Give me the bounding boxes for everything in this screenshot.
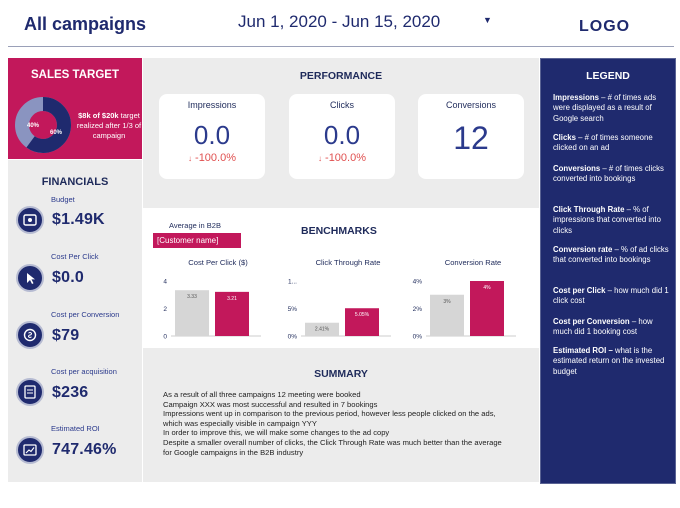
down-arrow-icon: ↓: [187, 154, 192, 163]
legend-definition: – # of times clicks converted into bookings: [553, 164, 664, 184]
header-divider: [8, 46, 674, 47]
summary-title: SUMMARY: [314, 368, 368, 380]
financial-label-cost-per-click: Cost Per Click: [51, 252, 99, 261]
bar-value-label: 3.33: [187, 294, 197, 301]
legend-average-label: Average in B2B: [169, 221, 221, 230]
y-tick-label: 0: [163, 333, 167, 341]
donut-achieved-label: 60%: [50, 130, 63, 136]
summary-line: which was especially visible in campaign YYY: [163, 418, 317, 428]
cost-per-conversion-icon: [16, 321, 44, 349]
legend-item-impressions: [553, 93, 671, 124]
estimated-roi-icon: [16, 436, 44, 464]
cost-per-click-icon: [16, 264, 44, 292]
y-tick-label: 0%: [412, 333, 422, 341]
legend-customer-label: [Customer name]: [153, 233, 241, 248]
sales-target-donut: [12, 94, 74, 156]
legend-term: Conversion rate: [553, 245, 613, 254]
sales-target-title: SALES TARGET: [31, 69, 119, 81]
summary-line: As a result of all three campaigns 12 meeting were booked: [163, 390, 361, 399]
legend-term: Cost per Conversion: [553, 317, 630, 326]
summary-line: Campaign XXX was most successful and resulted in 7 bookings: [163, 399, 378, 409]
legend-definition: – % of ad clicks that converted into bookings: [553, 245, 669, 265]
logo: LOGO: [579, 18, 631, 35]
summary-panel: [143, 348, 539, 482]
financial-value-cost-per-acquisition: $236: [52, 384, 89, 401]
kpi-change: [159, 152, 265, 164]
legend-definition: – # of times someone clicked on an ad: [553, 133, 653, 153]
chart-title: Click Through Rate: [315, 258, 381, 267]
bar-value-label: 4%: [483, 285, 491, 291]
financial-label-budget: Budget: [51, 195, 75, 204]
legend-panel: [540, 58, 676, 484]
financial-value-budget: $1.49K: [52, 211, 105, 228]
financial-label-cost-per-acquisition: Cost per acquisition: [51, 367, 117, 376]
performance-panel: [143, 58, 539, 208]
financial-value-estimated-roi: 747.46%: [52, 441, 117, 458]
page-title: All campaigns: [24, 14, 147, 34]
sales-target-panel: [8, 58, 142, 159]
performance-title: PERFORMANCE: [299, 70, 383, 82]
legend-item-clicks: [553, 133, 671, 154]
benchmarks-panel: [143, 209, 539, 347]
kpi-value: 0.0: [193, 120, 231, 150]
bar-value-label: 2.41%: [314, 326, 330, 333]
kpi-value: 0.0: [323, 120, 361, 150]
benchmarks-title: BENCHMARKS: [301, 225, 377, 237]
legend-term: Conversions: [553, 164, 601, 173]
y-tick-label: 5%: [287, 306, 297, 313]
y-tick-label: 2: [163, 306, 167, 313]
kpi-label: Conversions: [445, 100, 497, 110]
kpi-change-value: -100.0%: [325, 152, 367, 164]
kpi-value: 12: [453, 120, 489, 156]
legend-definition: – # of times ads were displayed as a result of Google search: [553, 93, 657, 123]
kpi-change: [289, 152, 395, 164]
down-arrow-icon: ↓: [317, 154, 322, 163]
sales-target-note-text: target realized after 1/3 of campaign: [76, 111, 142, 140]
y-tick-label: 4: [163, 278, 167, 286]
legend-term: Estimated ROI –: [553, 346, 613, 355]
legend-term: Cost per Click: [553, 286, 606, 295]
y-tick-label: 0%: [287, 333, 297, 341]
legend-term: Click Through Rate: [553, 205, 625, 214]
legend-title: LEGEND: [586, 70, 630, 82]
cost-per-click-chart: [153, 257, 273, 343]
legend-definition: what is the estimated return on the invested budget: [553, 346, 665, 376]
legend-item-cost-per-conversion: [553, 317, 671, 338]
kpi-card-conversions: [418, 94, 524, 179]
sales-target-note-amount: $8k of $20k: [78, 111, 119, 120]
budget-icon: [16, 206, 44, 234]
donut-remaining-label: 40%: [27, 123, 40, 129]
legend-term: Clicks: [553, 133, 576, 142]
legend-item-conversion-rate: [553, 245, 671, 266]
financials-title: FINANCIALS: [41, 176, 109, 188]
click-through-rate-chart: [283, 257, 403, 343]
legend-term: Impressions: [553, 93, 599, 102]
summary-text: [163, 390, 533, 457]
y-tick-label: 4%: [412, 278, 422, 286]
bar-value-label: 5.05%: [354, 312, 370, 319]
summary-line: Impressions went up in comparison to the previous period, however less people clicked on the ads,: [163, 409, 496, 419]
legend-item-estimated-roi: [553, 346, 671, 377]
bar-value-label: 3.21: [227, 295, 237, 302]
chart-title: Cost Per Click ($): [188, 258, 248, 267]
y-tick-label: 2%: [412, 306, 422, 313]
kpi-label: Clicks: [330, 100, 354, 110]
sales-target-note: [74, 111, 144, 141]
financials-panel: [8, 160, 142, 482]
financial-label-cost-per-conversion: Cost per Conversion: [51, 310, 120, 319]
summary-line: In order to improve this, we will make some changes to the ad copy: [163, 428, 390, 438]
legend-definition: – % of impressions that converted into clicks: [553, 205, 661, 235]
date-range-picker[interactable]: Jun 1, 2020 - Jun 15, 2020: [238, 12, 441, 31]
legend-item-cost-per-click: [553, 286, 671, 307]
kpi-change-value: -100.0%: [195, 152, 237, 164]
legend-item-conversions: [553, 164, 671, 185]
financial-label-estimated-roi: Estimated ROI: [51, 424, 100, 433]
bar-value-label: 3%: [443, 298, 451, 305]
cost-per-acquisition-icon: [16, 378, 44, 406]
conversion-rate-chart: [408, 257, 528, 343]
legend-definition: – how much did 1 click cost: [553, 286, 669, 306]
legend-item-click-through-rate: [553, 205, 671, 236]
y-tick-label: 1...: [287, 278, 297, 286]
chart-title: Conversion Rate: [444, 258, 502, 267]
summary-line: for Google campaigns in the B2B industry: [163, 447, 304, 457]
kpi-card-impressions: [159, 94, 265, 179]
kpi-label: Impressions: [187, 100, 237, 110]
summary-line: Despite a smaller overall number of clicks, the Click Through Rate was much better than the average: [163, 437, 502, 447]
chevron-down-icon[interactable]: ▼: [483, 15, 492, 25]
financial-value-cost-per-click: $0.0: [52, 269, 84, 286]
financial-value-cost-per-conversion: $79: [52, 327, 80, 344]
kpi-card-clicks: [289, 94, 395, 179]
legend-definition: – how much did 1 booking cost: [553, 317, 653, 337]
